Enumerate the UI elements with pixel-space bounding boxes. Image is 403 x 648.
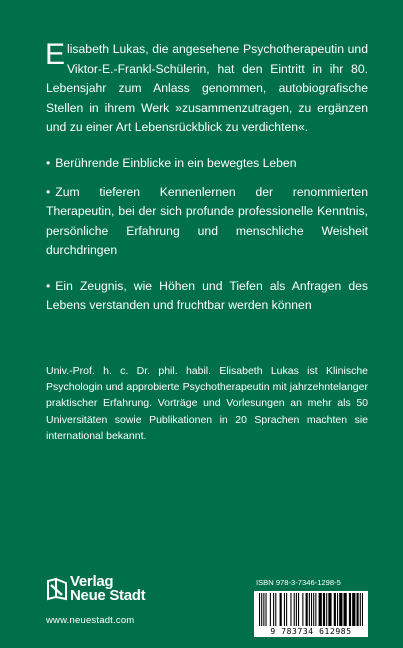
isbn-label: ISBN 978-3-7346-1298-5 <box>256 578 341 587</box>
barcode-bar <box>323 593 325 626</box>
publisher-name-line1: Verlag <box>70 573 114 590</box>
bullet-text: Zum tieferen Kennenlernen der renommierten Therapeutin, bei der sich profunde professionelle Kenntnis, persönliche Erfahrung und menschliche Weisheit durchdringen <box>46 185 368 257</box>
bullet-item <box>46 183 368 260</box>
barcode-bar <box>266 593 267 626</box>
publisher-name-line2: Neue Stadt <box>70 587 146 604</box>
bullet-item <box>46 277 368 316</box>
barcode-bar <box>357 593 359 626</box>
barcode-bar <box>286 593 287 626</box>
barcode-bar <box>275 593 276 626</box>
bullet-item <box>46 154 368 173</box>
barcode-bar <box>306 593 308 626</box>
intro-text: lisabeth Lukas, die angesehene Psychotherapeutin und Viktor-E.-Frankl-Schülerin, hat den Eintritt in ihr 80. Lebensjahr zum Anlass genommen, autobiografische Stellen in ihrem Werk »zusammenzutragen, zu ergänzen und zu einer Art Lebensrückblick zu verdichten«. <box>46 42 368 134</box>
barcode-bar <box>349 593 351 626</box>
bullet-text: Berührende Einblicke in ein bewegtes Leben <box>55 156 297 170</box>
barcode-bar <box>296 593 297 626</box>
barcode-bar <box>360 593 361 626</box>
barcode-bar <box>261 593 262 626</box>
publisher-url: www.neuestadt.com <box>46 615 135 626</box>
barcode-bar <box>273 593 274 626</box>
barcode-bar <box>344 593 347 626</box>
barcode-bar <box>362 593 363 626</box>
barcode-bar <box>313 593 314 626</box>
bullet-text: Ein Zeugnis, wie Höhen und Tiefen als Anfragen des Lebens verstanden und fruchtbar werden können <box>46 279 368 313</box>
publisher-logo <box>46 575 176 615</box>
barcode-digits: 9 783734 612985 <box>270 627 352 636</box>
barcode-bar <box>298 593 299 626</box>
bullet-mark: • <box>46 156 51 170</box>
barcode-bar <box>259 593 260 626</box>
barcode-bar <box>339 593 342 626</box>
bullet-mark: • <box>46 279 51 293</box>
barcode-bar <box>263 593 264 626</box>
barcode-bar <box>290 593 291 626</box>
barcode-bar <box>326 593 327 626</box>
barcode-bar <box>319 593 322 626</box>
barcode-bars <box>259 593 363 626</box>
barcode-bar <box>328 593 331 626</box>
barcode-bar <box>337 593 338 626</box>
drop-cap: E <box>45 38 66 71</box>
publisher-logo-icon <box>46 577 68 601</box>
barcode-bar <box>352 593 355 626</box>
bullet-mark: • <box>46 185 51 199</box>
barcode-bar <box>309 593 310 626</box>
publisher-name <box>70 575 145 603</box>
barcode-bar <box>315 593 316 626</box>
barcode-bar <box>334 593 336 626</box>
barcode-bar <box>311 593 312 626</box>
barcode-bar <box>294 593 295 626</box>
intro-paragraph <box>46 40 368 138</box>
barcode <box>254 591 368 637</box>
barcode-bar <box>280 593 282 626</box>
barcode-bar <box>284 593 285 626</box>
barcode-bar <box>270 593 271 626</box>
barcode-bar <box>302 593 303 626</box>
author-bio: Univ.-Prof. h. c. Dr. phil. habil. Elisabeth Lukas ist Klinische Psychologin und approbierte Psychotherapeutin mit jahrzehntelanger praktischer Erfahrung. Vorträge und Vorlesungen an mehr als 50 Universitäten sowie Publikationen in 20 Sprachen machten sie international bekannt. <box>46 365 368 442</box>
